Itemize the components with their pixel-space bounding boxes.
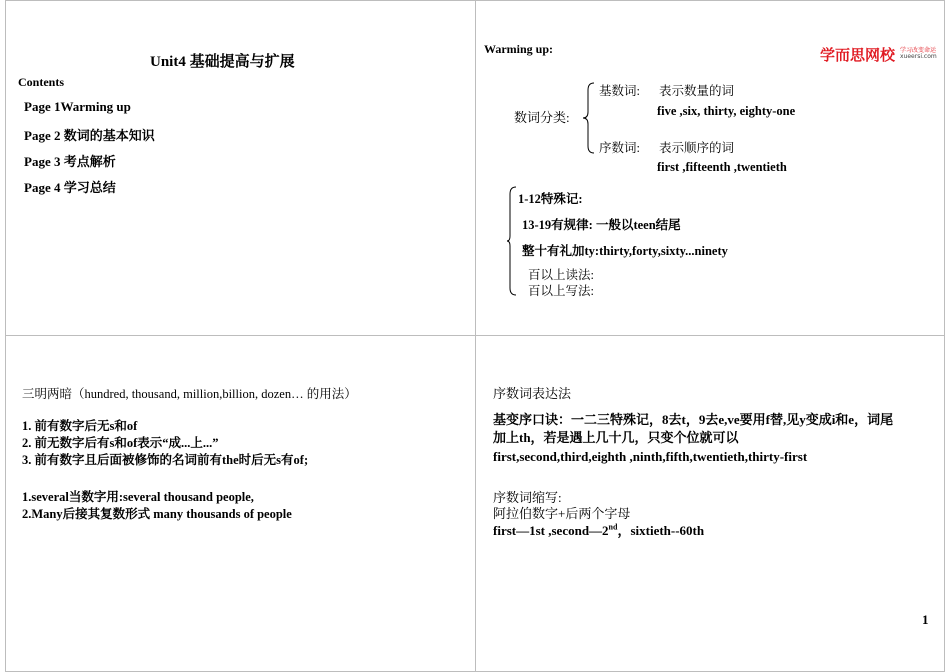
ordinal-expression-heading: 序数词表达法 <box>493 386 572 401</box>
cardinal-examples: five ,six, thirty, eighty-one <box>657 104 796 118</box>
contents-item-2: Page 2 数词的基本知识 <box>24 128 155 143</box>
san-ming-liang-an-heading: 三明两暗（hundred, thousand, million,billion, dozen… 的用法） <box>22 387 357 401</box>
contents-label: Contents <box>18 75 65 89</box>
classify-label: 数词分类: <box>514 110 570 125</box>
abbr-example-superscript: nd <box>608 522 618 532</box>
abbreviation-heading: 序数词缩写: <box>493 490 562 505</box>
abbreviation-rule: 阿拉伯数字+后两个字母 <box>493 506 631 521</box>
rule-item-2: 2. 前无数字后有s和of表示“成...上...” <box>22 436 219 450</box>
classify-brace <box>582 82 596 154</box>
abbreviation-examples <box>493 520 704 539</box>
abbr-example-part1: first—1st ,second—2 <box>493 523 609 538</box>
logo-domain: xueersi.com <box>900 53 937 60</box>
logo-text: 学而思网校 <box>820 46 896 64</box>
rule-tens: 整十有礼加ty:thirty,forty,sixty...ninety <box>522 244 728 258</box>
rule-1-12: 1-12特殊记: <box>518 192 583 206</box>
rule-item-3: 3. 前有数字且后面被修饰的名词前有the时后无s有of; <box>22 453 309 467</box>
rhyme-line-1: 基变序口诀：一二三特殊记，8去t，9去e,ve要用f替,见y变成i和e，词尾 <box>493 412 894 427</box>
abbr-example-part2: ，sixtieth--60th <box>617 523 705 538</box>
rule-13-19: 13-19有规律: 一般以teen结尾 <box>522 218 681 232</box>
cardinal-description: 表示数量的词 <box>659 84 735 98</box>
rule-item-1: 1. 前有数字后无s和of <box>22 419 138 433</box>
rules-brace <box>506 186 518 296</box>
contents-item-1: Page 1Warming up <box>24 99 131 114</box>
ordinal-examples: first ,fifteenth ,twentieth <box>657 160 787 174</box>
unit-title: Unit4 基础提高与扩展 <box>150 54 295 70</box>
warming-up-heading: Warming up: <box>484 42 554 56</box>
note-several: 1.several当数字用:several thousand people, <box>22 490 254 504</box>
rule-hundreds-writing: 百以上写法: <box>528 284 594 298</box>
note-many: 2.Many后接其复数形式 many thousands of people <box>22 507 292 521</box>
rule-hundreds-reading: 百以上读法: <box>528 268 594 282</box>
cardinal-label: 基数词: <box>599 84 640 98</box>
page-number: 1 <box>922 612 929 627</box>
contents-item-4: Page 4 学习总结 <box>24 180 116 195</box>
rhyme-line-2: 加上th，若是遇上几十几，只变个位就可以 <box>493 430 739 445</box>
ordinal-label: 序数词: <box>599 141 640 155</box>
ordinal-description: 表示顺序的词 <box>659 141 735 155</box>
logo-slogan: 学习改变命运 <box>900 47 937 54</box>
ordinal-examples-list: first,second,third,eighth ,ninth,fifth,twentieth,thirty-first <box>493 449 808 464</box>
contents-item-3: Page 3 考点解析 <box>24 154 116 169</box>
